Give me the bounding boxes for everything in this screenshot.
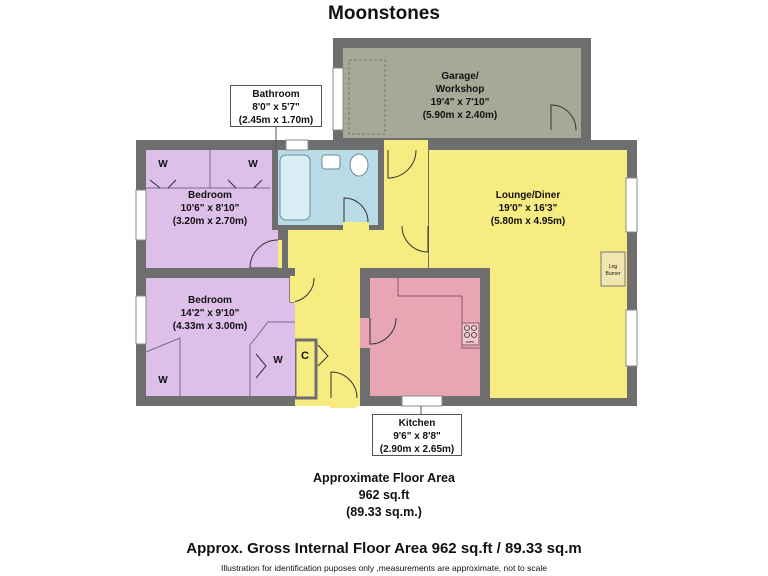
wardrobe-label-4: W bbox=[273, 355, 283, 366]
bathroom-area bbox=[272, 140, 384, 230]
lounge-window-upper bbox=[626, 178, 637, 232]
gross-internal-area: Approx. Gross Internal Floor Area 962 sq.ft / 89.33 sq.m bbox=[186, 540, 582, 557]
kitchen-area bbox=[360, 268, 490, 414]
basin bbox=[322, 155, 340, 169]
bedroom-1-name: Bedroom bbox=[188, 190, 232, 201]
floor-area-heading: Approximate Floor Area bbox=[313, 471, 455, 485]
bedroom-2-area bbox=[136, 268, 314, 406]
lounge-window-lower bbox=[626, 310, 637, 366]
wardrobe-label-2: W bbox=[248, 159, 258, 170]
cupboard-label: C bbox=[301, 350, 309, 362]
kitchen-door-gap bbox=[360, 318, 370, 348]
bathroom-window bbox=[286, 140, 308, 150]
oven-label: oven bbox=[465, 339, 475, 344]
log-burner-label-1: Log bbox=[608, 264, 618, 270]
bedroom-1-imperial: 10'6" x 8'10" bbox=[180, 203, 240, 214]
front-door-opening bbox=[330, 398, 356, 408]
log-burner-label-2: Burner bbox=[605, 271, 621, 277]
lounge-metric: (5.80m x 4.95m) bbox=[490, 216, 566, 227]
floor-area-sqft: 962 sq.ft bbox=[358, 488, 410, 502]
disclaimer: Illustration for identification puposes only ,measurements are approximate, not to scale bbox=[220, 563, 547, 573]
kitchen-imperial: 9'6" x 8'8" bbox=[393, 431, 441, 442]
wardrobe-label-1: W bbox=[158, 159, 168, 170]
garage-name-2: Workshop bbox=[435, 84, 485, 95]
bedroom-2-imperial: 14'2" x 9'10" bbox=[180, 308, 240, 319]
floor-area-summary bbox=[0, 470, 768, 521]
plan-title: Moonstones bbox=[328, 3, 440, 24]
bathroom-door-gap bbox=[343, 222, 369, 230]
bedroom-2-door-gap bbox=[290, 276, 295, 302]
bathroom-imperial: 8'0" x 5'7" bbox=[252, 102, 300, 113]
kitchen-metric: (2.90m x 2.65m) bbox=[379, 444, 455, 455]
kitchen-callout bbox=[372, 414, 462, 456]
cupboard bbox=[295, 340, 316, 398]
garage-name: Garage/ bbox=[441, 71, 479, 82]
lounge-name: Lounge/Diner bbox=[495, 190, 561, 201]
kitchen-name: Kitchen bbox=[398, 418, 436, 429]
bathroom-name: Bathroom bbox=[252, 89, 300, 100]
garage-metric: (5.90m x 2.40m) bbox=[422, 110, 498, 121]
bedroom-1-metric: (3.20m x 2.70m) bbox=[172, 216, 248, 227]
bath-tub bbox=[280, 155, 310, 220]
kitchen-window bbox=[402, 396, 442, 406]
bedroom-1-window bbox=[136, 190, 146, 240]
garage-imperial: 19'4" x 7'10" bbox=[430, 97, 490, 108]
wardrobe-label-3: W bbox=[158, 375, 168, 386]
bedroom-1-door-gap bbox=[278, 240, 282, 268]
bedroom-2-window bbox=[136, 296, 146, 344]
toilet bbox=[350, 154, 368, 176]
bathroom-metric: (2.45m x 1.70m) bbox=[238, 115, 314, 126]
garage-window bbox=[333, 68, 343, 130]
bedroom-2-metric: (4.33m x 3.00m) bbox=[172, 321, 248, 332]
hall-garage-opening bbox=[385, 143, 417, 149]
floor-area-sqm: (89.33 sq.m.) bbox=[346, 505, 422, 519]
lounge-imperial: 19'0" x 16'3" bbox=[498, 203, 558, 214]
bedroom-2-name: Bedroom bbox=[188, 295, 232, 306]
bathroom-callout bbox=[230, 85, 322, 127]
